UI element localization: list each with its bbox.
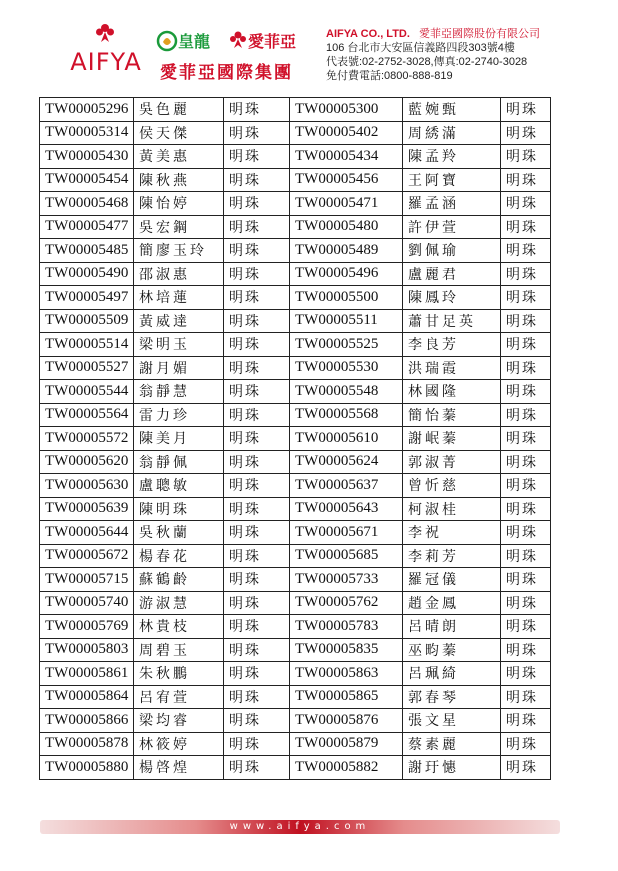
member-level-cell: 明珠 — [501, 145, 551, 169]
member-level-cell: 明珠 — [224, 474, 290, 498]
member-level-cell: 明珠 — [501, 98, 551, 122]
member-level-cell: 明珠 — [501, 168, 551, 192]
member-level-cell: 明珠 — [501, 450, 551, 474]
member-name-cell: 李祝 — [403, 521, 501, 545]
table-row — [40, 192, 551, 216]
footer-url: www.aifya.com — [229, 821, 371, 832]
member-id-cell: TW00005671 — [290, 521, 403, 545]
table-row — [40, 262, 551, 286]
member-table — [39, 97, 551, 780]
member-id-cell: TW00005511 — [290, 309, 403, 333]
member-level-cell: 明珠 — [224, 756, 290, 780]
member-name-cell: 陳美月 — [134, 427, 224, 451]
member-level-cell: 明珠 — [501, 732, 551, 756]
member-id-cell: TW00005296 — [40, 98, 134, 122]
member-name-cell: 梁明玉 — [134, 333, 224, 357]
member-level-cell: 明珠 — [501, 309, 551, 333]
member-id-cell: TW00005880 — [40, 756, 134, 780]
member-id-cell: TW00005509 — [40, 309, 134, 333]
member-level-cell: 明珠 — [501, 121, 551, 145]
member-id-cell: TW00005715 — [40, 568, 134, 592]
member-level-cell: 明珠 — [224, 709, 290, 733]
brand-huanglong: 皇龍 — [178, 32, 211, 51]
member-name-cell: 劉佩瑜 — [403, 239, 501, 263]
member-name-cell: 羅冠儀 — [403, 568, 501, 592]
member-level-cell: 明珠 — [501, 239, 551, 263]
member-id-cell: TW00005434 — [290, 145, 403, 169]
member-id-cell: TW00005740 — [40, 591, 134, 615]
table-row — [40, 427, 551, 451]
member-level-cell: 明珠 — [224, 286, 290, 310]
company-info — [326, 27, 616, 83]
member-name-cell: 蔡素麗 — [403, 732, 501, 756]
member-level-cell: 明珠 — [224, 333, 290, 357]
member-level-cell: 明珠 — [501, 192, 551, 216]
member-level-cell: 明珠 — [224, 192, 290, 216]
member-name-cell: 吳宏鋼 — [134, 215, 224, 239]
table-row — [40, 591, 551, 615]
member-id-cell: TW00005861 — [40, 662, 134, 686]
member-name-cell: 柯淑桂 — [403, 497, 501, 521]
table-row — [40, 474, 551, 498]
member-level-cell: 明珠 — [224, 403, 290, 427]
member-level-cell: 明珠 — [224, 356, 290, 380]
table-row — [40, 403, 551, 427]
member-name-cell: 陳鳳玲 — [403, 286, 501, 310]
flower-emblem-icon — [94, 22, 116, 44]
member-table-wrapper — [39, 97, 551, 780]
table-row — [40, 756, 551, 780]
member-name-cell: 謝岷蓁 — [403, 427, 501, 451]
member-name-cell: 林培蓮 — [134, 286, 224, 310]
table-row — [40, 709, 551, 733]
member-name-cell: 林貴枝 — [134, 615, 224, 639]
member-name-cell: 陳明珠 — [134, 497, 224, 521]
member-level-cell: 明珠 — [501, 662, 551, 686]
member-name-cell: 李良芳 — [403, 333, 501, 357]
member-id-cell: TW00005544 — [40, 380, 134, 404]
member-id-cell: TW00005643 — [290, 497, 403, 521]
member-name-cell: 簡廖玉玲 — [134, 239, 224, 263]
member-id-cell: TW00005620 — [40, 450, 134, 474]
member-level-cell: 明珠 — [501, 427, 551, 451]
member-level-cell: 明珠 — [501, 356, 551, 380]
member-name-cell: 梁均睿 — [134, 709, 224, 733]
member-name-cell: 盧聰敏 — [134, 474, 224, 498]
member-level-cell: 明珠 — [224, 450, 290, 474]
member-name-cell: 侯天傑 — [134, 121, 224, 145]
member-id-cell: TW00005882 — [290, 756, 403, 780]
member-id-cell: TW00005876 — [290, 709, 403, 733]
company-address: 106 台北市大安區信義路四段303號4樓 — [326, 42, 515, 54]
table-row — [40, 497, 551, 521]
member-level-cell: 明珠 — [224, 591, 290, 615]
table-row — [40, 685, 551, 709]
member-id-cell: TW00005485 — [40, 239, 134, 263]
table-row — [40, 145, 551, 169]
member-id-cell: TW00005803 — [40, 638, 134, 662]
member-id-cell: TW00005477 — [40, 215, 134, 239]
member-level-cell: 明珠 — [224, 145, 290, 169]
member-level-cell: 明珠 — [224, 662, 290, 686]
table-row — [40, 333, 551, 357]
member-level-cell: 明珠 — [224, 521, 290, 545]
member-name-cell: 李莉芳 — [403, 544, 501, 568]
member-id-cell: TW00005497 — [40, 286, 134, 310]
company-toll-free: 免付費電話:0800-888-819 — [326, 70, 453, 82]
member-level-cell: 明珠 — [224, 380, 290, 404]
member-name-cell: 翁靜佩 — [134, 450, 224, 474]
member-level-cell: 明珠 — [224, 497, 290, 521]
table-row — [40, 215, 551, 239]
letterhead — [0, 0, 618, 96]
brand-aifeiya: 愛菲亞 — [248, 32, 297, 51]
member-id-cell: TW00005568 — [290, 403, 403, 427]
member-level-cell: 明珠 — [501, 333, 551, 357]
member-level-cell: 明珠 — [224, 239, 290, 263]
member-id-cell: TW00005489 — [290, 239, 403, 263]
table-row — [40, 356, 551, 380]
member-level-cell: 明珠 — [224, 732, 290, 756]
company-phone-fax: 代表號:02-2752-3028,傳真:02-2740-3028 — [326, 56, 528, 68]
member-name-cell: 呂珮綺 — [403, 662, 501, 686]
member-name-cell: 周綉滿 — [403, 121, 501, 145]
member-id-cell: TW00005624 — [290, 450, 403, 474]
member-name-cell: 朱秋鵬 — [134, 662, 224, 686]
member-name-cell: 翁靜慧 — [134, 380, 224, 404]
aifya-logo — [56, 22, 156, 82]
member-name-cell: 羅孟涵 — [403, 192, 501, 216]
table-row — [40, 286, 551, 310]
member-id-cell: TW00005866 — [40, 709, 134, 733]
member-name-cell: 陳孟羚 — [403, 145, 501, 169]
member-id-cell: TW00005630 — [40, 474, 134, 498]
member-id-cell: TW00005548 — [290, 380, 403, 404]
member-name-cell: 邵淑惠 — [134, 262, 224, 286]
table-row — [40, 239, 551, 263]
member-id-cell: TW00005864 — [40, 685, 134, 709]
member-id-cell: TW00005783 — [290, 615, 403, 639]
member-name-cell: 王阿寶 — [403, 168, 501, 192]
dragon-emblem-icon — [156, 30, 178, 52]
member-level-cell: 明珠 — [224, 121, 290, 145]
member-id-cell: TW00005402 — [290, 121, 403, 145]
logo-wordmark: AIFYA — [70, 48, 142, 76]
member-level-cell: 明珠 — [501, 685, 551, 709]
member-name-cell: 吳秋蘭 — [134, 521, 224, 545]
member-id-cell: TW00005733 — [290, 568, 403, 592]
member-id-cell: TW00005471 — [290, 192, 403, 216]
member-level-cell: 明珠 — [501, 215, 551, 239]
member-level-cell: 明珠 — [501, 591, 551, 615]
member-id-cell: TW00005564 — [40, 403, 134, 427]
member-name-cell: 呂晴朗 — [403, 615, 501, 639]
member-name-cell: 游淑慧 — [134, 591, 224, 615]
member-name-cell: 簡怡蓁 — [403, 403, 501, 427]
member-id-cell: TW00005314 — [40, 121, 134, 145]
member-id-cell: TW00005300 — [290, 98, 403, 122]
member-id-cell: TW00005863 — [290, 662, 403, 686]
member-name-cell: 張文星 — [403, 709, 501, 733]
member-name-cell: 許伊萱 — [403, 215, 501, 239]
member-level-cell: 明珠 — [501, 544, 551, 568]
member-level-cell: 明珠 — [501, 474, 551, 498]
member-level-cell: 明珠 — [501, 709, 551, 733]
table-row — [40, 450, 551, 474]
member-id-cell: TW00005496 — [290, 262, 403, 286]
member-name-cell: 郭春琴 — [403, 685, 501, 709]
member-id-cell: TW00005480 — [290, 215, 403, 239]
member-id-cell: TW00005530 — [290, 356, 403, 380]
member-id-cell: TW00005490 — [40, 262, 134, 286]
member-name-cell: 黃美惠 — [134, 145, 224, 169]
member-level-cell: 明珠 — [224, 98, 290, 122]
member-id-cell: TW00005769 — [40, 615, 134, 639]
footer-bar — [40, 820, 560, 834]
table-row — [40, 521, 551, 545]
member-name-cell: 洪瑞霞 — [403, 356, 501, 380]
member-id-cell: TW00005672 — [40, 544, 134, 568]
table-row — [40, 732, 551, 756]
member-id-cell: TW00005835 — [290, 638, 403, 662]
table-row — [40, 638, 551, 662]
group-name: 愛菲亞國際集團 — [160, 63, 293, 83]
member-id-cell: TW00005456 — [290, 168, 403, 192]
member-id-cell: TW00005878 — [40, 732, 134, 756]
member-level-cell: 明珠 — [501, 403, 551, 427]
member-id-cell: TW00005514 — [40, 333, 134, 357]
member-name-cell: 陳秋燕 — [134, 168, 224, 192]
member-level-cell: 明珠 — [501, 497, 551, 521]
member-id-cell: TW00005454 — [40, 168, 134, 192]
member-name-cell: 林筱婷 — [134, 732, 224, 756]
member-name-cell: 楊春花 — [134, 544, 224, 568]
member-id-cell: TW00005762 — [290, 591, 403, 615]
member-id-cell: TW00005637 — [290, 474, 403, 498]
member-level-cell: 明珠 — [501, 286, 551, 310]
member-level-cell: 明珠 — [501, 568, 551, 592]
member-name-cell: 曾忻慈 — [403, 474, 501, 498]
member-name-cell: 周碧玉 — [134, 638, 224, 662]
member-name-cell: 藍婉甄 — [403, 98, 501, 122]
member-level-cell: 明珠 — [224, 544, 290, 568]
member-name-cell: 盧麗君 — [403, 262, 501, 286]
member-level-cell: 明珠 — [224, 427, 290, 451]
member-id-cell: TW00005865 — [290, 685, 403, 709]
member-name-cell: 雷力珍 — [134, 403, 224, 427]
member-name-cell: 巫畇蓁 — [403, 638, 501, 662]
member-name-cell: 吳色麗 — [134, 98, 224, 122]
member-name-cell: 趙金鳳 — [403, 591, 501, 615]
member-id-cell: TW00005879 — [290, 732, 403, 756]
member-level-cell: 明珠 — [224, 638, 290, 662]
member-level-cell: 明珠 — [224, 262, 290, 286]
member-id-cell: TW00005685 — [290, 544, 403, 568]
member-level-cell: 明珠 — [501, 615, 551, 639]
member-name-cell: 謝月媚 — [134, 356, 224, 380]
member-name-cell: 蘇鶴齡 — [134, 568, 224, 592]
member-level-cell: 明珠 — [501, 262, 551, 286]
table-row — [40, 544, 551, 568]
table-row — [40, 98, 551, 122]
member-level-cell: 明珠 — [224, 215, 290, 239]
member-level-cell: 明珠 — [501, 756, 551, 780]
member-level-cell: 明珠 — [501, 380, 551, 404]
member-name-cell: 呂宥萱 — [134, 685, 224, 709]
table-row — [40, 309, 551, 333]
member-name-cell: 陳怡婷 — [134, 192, 224, 216]
table-row — [40, 121, 551, 145]
flower-emblem-icon — [228, 30, 248, 50]
member-level-cell: 明珠 — [224, 568, 290, 592]
member-name-cell: 謝玗憓 — [403, 756, 501, 780]
member-level-cell: 明珠 — [501, 638, 551, 662]
member-name-cell: 郭淑菁 — [403, 450, 501, 474]
member-id-cell: TW00005468 — [40, 192, 134, 216]
table-row — [40, 615, 551, 639]
member-id-cell: TW00005572 — [40, 427, 134, 451]
member-id-cell: TW00005639 — [40, 497, 134, 521]
member-level-cell: 明珠 — [224, 615, 290, 639]
member-level-cell: 明珠 — [501, 521, 551, 545]
member-level-cell: 明珠 — [224, 309, 290, 333]
member-id-cell: TW00005644 — [40, 521, 134, 545]
table-row — [40, 168, 551, 192]
member-level-cell: 明珠 — [224, 685, 290, 709]
table-row — [40, 568, 551, 592]
member-name-cell: 蕭甘足英 — [403, 309, 501, 333]
brand-block — [156, 28, 316, 84]
table-row — [40, 662, 551, 686]
member-id-cell: TW00005500 — [290, 286, 403, 310]
member-id-cell: TW00005525 — [290, 333, 403, 357]
member-name-cell: 楊啓煌 — [134, 756, 224, 780]
member-name-cell: 黃威達 — [134, 309, 224, 333]
table-row — [40, 380, 551, 404]
member-id-cell: TW00005527 — [40, 356, 134, 380]
company-name-zh: 愛菲亞國際股份有限公司 — [419, 28, 540, 40]
member-level-cell: 明珠 — [224, 168, 290, 192]
member-id-cell: TW00005430 — [40, 145, 134, 169]
member-name-cell: 林國隆 — [403, 380, 501, 404]
member-id-cell: TW00005610 — [290, 427, 403, 451]
company-name-en: AIFYA CO., LTD. — [326, 28, 410, 40]
